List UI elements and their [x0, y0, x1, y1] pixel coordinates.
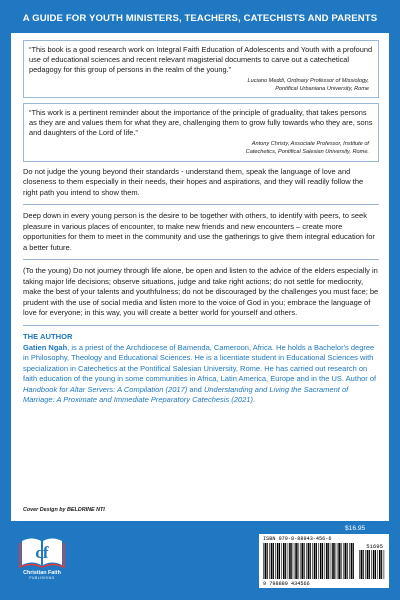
attribution-line: Antony Christy, Associate Professor, Institute of — [251, 141, 369, 148]
divider — [23, 259, 379, 260]
barcode-bar — [371, 550, 372, 579]
barcode-bar — [347, 543, 348, 579]
publisher-name-text: Christian Faith — [23, 570, 61, 576]
barcode-bar — [337, 543, 338, 579]
barcode-bar — [369, 550, 370, 579]
author-heading: THE AUTHOR — [23, 331, 73, 341]
author-bio-text: and — [187, 384, 204, 394]
barcode-bar — [361, 550, 363, 579]
barcode-bar — [294, 543, 295, 579]
barcode-bar — [297, 543, 298, 579]
attribution-line: Catechetics, Pontifical Salesian University, Rome. — [245, 149, 369, 156]
barcode-bar — [351, 543, 353, 579]
barcode-bar — [359, 550, 360, 579]
book-title-1: Handbook for Altar Servers: A Compilation (2017) — [23, 384, 188, 394]
barcode-bar — [332, 543, 334, 579]
barcode-bar — [322, 543, 323, 579]
open-book-logo-icon — [10, 531, 74, 571]
attribution-line: Luciano Meddi, Ordinary Professor of Missiology, — [247, 78, 369, 85]
body-paragraph-1: Do not judge the young beyond their standards - understand them, speak the language of love and closeness to them especially in their needs, their hopes and aspirations, and they will readily follow the right path you intend to show them. — [23, 166, 364, 197]
publisher-name — [10, 571, 74, 581]
barcode-bar — [288, 543, 289, 579]
barcode-bar — [373, 550, 375, 579]
barcode-bar — [325, 543, 326, 579]
attribution-line: Pontifical Urbaniana University, Rome — [275, 85, 369, 92]
barcode-bar — [295, 543, 297, 579]
barcode-icon — [263, 543, 355, 579]
author-bio-text: . — [252, 395, 256, 405]
quote-box-2 — [23, 103, 379, 161]
barcode-bar — [291, 543, 292, 579]
barcode-bar — [300, 543, 301, 579]
author-name: Gatien Ngah — [23, 342, 68, 352]
body-paragraph-2: Deep down in every young person is the desire to be together with others, to identify with peers, to seek pleasure in various places of encounter, to make new friends and new encounters – create more opportunities for them to meet in the community and use the gatherings to give them integral education for a better future. — [23, 211, 375, 252]
publisher-subtitle: PUBLISHING — [29, 575, 55, 580]
barcode-bar — [275, 543, 276, 579]
barcode-bar — [304, 543, 305, 579]
barcode-bar — [301, 543, 303, 579]
barcode-bar — [314, 543, 316, 579]
barcode-bar — [318, 543, 319, 579]
barcode-bar — [271, 543, 273, 579]
publisher-logo — [10, 531, 74, 593]
isbn-text: ISBN 979-8-88943-456-6 — [263, 536, 332, 542]
barcode-bar — [273, 543, 274, 579]
barcode-bar — [340, 543, 341, 579]
barcode-bar — [289, 543, 291, 579]
barcode-bar — [328, 543, 329, 579]
barcode-bar — [263, 543, 264, 579]
author-bio — [23, 343, 379, 406]
barcode-bar — [379, 550, 381, 579]
barcode-bar — [267, 543, 268, 579]
book-title-2: Understanding and Living the Sacrament of Marriage: A Proximate and Immediate Preparatory Catechesis (2021) — [23, 384, 349, 405]
barcode-bar — [353, 543, 354, 579]
barcode-bar — [381, 550, 382, 579]
barcode-bar — [326, 543, 328, 579]
quote-text-1: “This book is a good research work on Integral Faith Education of Adolescents and Youth with a profound use of educational sciences and recent relevant magisterial documents to carve out a catechetical pedagogy for this group of persons in the realm of the young.” — [29, 45, 373, 75]
cover-headline: A GUIDE FOR YOUTH MINISTERS, TEACHERS, CATECHISTS AND PARENTS — [22, 13, 378, 24]
body-paragraph-3: (To the young) Do not journey through life alone, be open and listen to the advice of the elders especially in taking major life decisions; observe situations, judge and take right actions; do not settle for mediocrity, make the best of your talents and youthfulness; do not be discouraged by the challenges you must face; be prudent with the use of social media and listen more to the voice of God in you; embrace the language of love for everyone; in this way, you will create a better world for yourself and others. — [23, 266, 379, 318]
logo-letters: cf — [35, 543, 49, 562]
barcode-bar — [384, 550, 385, 579]
addon-barcode-icon — [359, 550, 385, 579]
price-label: $16.95 — [345, 525, 366, 532]
quote-attribution-2 — [29, 141, 369, 156]
barcode-digits: 9 798889 434566 — [263, 581, 310, 587]
divider — [23, 325, 379, 326]
barcode-bar — [338, 543, 340, 579]
barcode-bar — [265, 543, 267, 579]
barcode-bar — [281, 543, 282, 579]
barcode-bar — [306, 543, 307, 579]
divider — [23, 204, 379, 205]
barcode-bar — [283, 543, 285, 579]
barcode-bar — [269, 543, 270, 579]
barcode-bar — [312, 543, 313, 579]
barcode-bar — [331, 543, 332, 579]
barcode-bar — [345, 543, 347, 579]
barcode-bar — [343, 543, 344, 579]
barcode-bar — [349, 543, 350, 579]
barcode-bar — [365, 550, 366, 579]
barcode-area — [259, 534, 389, 588]
barcode-bar — [316, 543, 317, 579]
barcode-bar — [308, 543, 310, 579]
price-code: 51695 — [366, 543, 383, 550]
barcode-bar — [363, 550, 364, 579]
cover-design-credit: Cover Design by BELDRINE NTI — [23, 507, 105, 513]
author-bio-text: , is a priest of the Archdiocese of Bamenda, Cameroon, Africa. He holds a Bachelor's degree in Philosophy, Theology and Educational Sciences. He is a licentiate student in Educational Sciences with specialization in Catechetics at the Pontifical Salesian University, Rome. He has carried out research on faith education of the young in some communities in Africa, Latin America, Europe and in the US. Author of — [23, 342, 377, 384]
barcode-bar — [375, 550, 376, 579]
barcode-bar — [367, 550, 369, 579]
quote-attribution-1 — [29, 78, 369, 93]
back-cover-panel — [11, 33, 389, 521]
barcode-bar — [310, 543, 311, 579]
quote-box-1 — [23, 40, 379, 98]
barcode-bar — [277, 543, 279, 579]
barcode-bar — [285, 543, 286, 579]
quote-text-2: “This work is a pertinent reminder about the importance of the principle of graduality, that takes persons as they are and values them for what they are, challenging them to grow fully towards who they are, sons and daughters of the Lord of life.” — [29, 108, 373, 138]
barcode-bar — [320, 543, 322, 579]
barcode-bar — [279, 543, 280, 579]
barcode-bar — [334, 543, 335, 579]
barcode-bar — [377, 550, 378, 579]
